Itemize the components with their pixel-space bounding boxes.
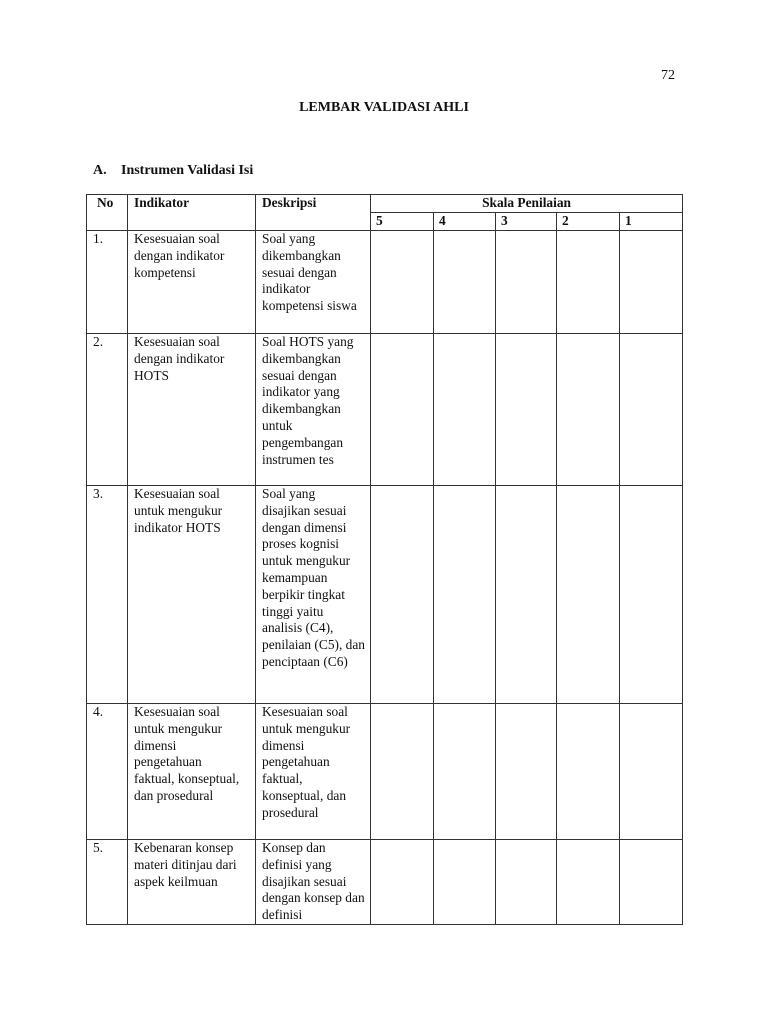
header-deskripsi: Deskripsi [256,195,371,231]
score-cell-1[interactable] [620,486,683,704]
row-indikator: Kesesuaian soal untuk mengukur dimensi pengetahuan faktual, konseptual, dan prosedural [128,704,256,840]
table-row [87,486,683,704]
table-row [87,704,683,840]
row-number: 3. [87,486,128,704]
row-deskripsi: Soal HOTS yang dikembangkan sesuai dengan indikator yang dikembangkan untuk pengembangan instrumen tes [256,334,371,486]
score-cell-4[interactable] [434,840,496,925]
section-title: Instrumen Validasi Isi [121,163,254,178]
row-indikator: Kesesuaian soal dengan indikator HOTS [128,334,256,486]
row-deskripsi: Soal yang disajikan sesuai dengan dimensi proses kognisi untuk mengukur kemampuan berpikir tingkat tinggi yaitu analisis (C4), penilaian (C5), dan penciptaan (C6) [256,486,371,704]
validation-table [86,194,683,925]
scale-value-3: 3 [496,213,557,231]
score-cell-3[interactable] [496,704,557,840]
header-indikator: Indikator [128,195,256,231]
row-number: 1. [87,231,128,334]
row-number: 4. [87,704,128,840]
header-skala-penilaian: Skala Penilaian [371,195,683,213]
page-number: 72 [661,68,675,83]
row-number: 5. [87,840,128,925]
score-cell-3[interactable] [496,334,557,486]
score-cell-1[interactable] [620,704,683,840]
section-heading [93,163,253,179]
header-row [87,195,683,213]
score-cell-4[interactable] [434,231,496,334]
score-cell-3[interactable] [496,231,557,334]
score-cell-5[interactable] [371,334,434,486]
row-indikator: Kebenaran konsep materi ditinjau dari aspek keilmuan [128,840,256,925]
score-cell-1[interactable] [620,840,683,925]
score-cell-2[interactable] [557,231,620,334]
scale-value-1: 1 [620,213,683,231]
scale-value-4: 4 [434,213,496,231]
score-cell-5[interactable] [371,840,434,925]
score-cell-4[interactable] [434,486,496,704]
row-deskripsi: Kesesuaian soal untuk mengukur dimensi pengetahuan faktual, konseptual, dan prosedural [256,704,371,840]
document-title: LEMBAR VALIDASI AHLI [299,100,469,115]
scale-value-5: 5 [371,213,434,231]
score-cell-5[interactable] [371,231,434,334]
score-cell-2[interactable] [557,840,620,925]
score-cell-5[interactable] [371,704,434,840]
score-cell-3[interactable] [496,840,557,925]
row-deskripsi: Soal yang dikembangkan sesuai dengan indikator kompetensi siswa [256,231,371,334]
table-row [87,231,683,334]
score-cell-2[interactable] [557,486,620,704]
score-cell-4[interactable] [434,704,496,840]
table-row [87,840,683,925]
row-indikator: Kesesuaian soal dengan indikator kompetensi [128,231,256,334]
score-cell-5[interactable] [371,486,434,704]
row-deskripsi: Konsep dan definisi yang disajikan sesuai dengan konsep dan definisi [256,840,371,925]
score-cell-4[interactable] [434,334,496,486]
score-cell-2[interactable] [557,334,620,486]
section-letter: A. [93,163,107,178]
table-row [87,334,683,486]
score-cell-3[interactable] [496,486,557,704]
scale-value-2: 2 [557,213,620,231]
score-cell-1[interactable] [620,231,683,334]
score-cell-2[interactable] [557,704,620,840]
row-number: 2. [87,334,128,486]
row-indikator: Kesesuaian soal untuk mengukur indikator HOTS [128,486,256,704]
header-no: No [87,195,128,231]
score-cell-1[interactable] [620,334,683,486]
